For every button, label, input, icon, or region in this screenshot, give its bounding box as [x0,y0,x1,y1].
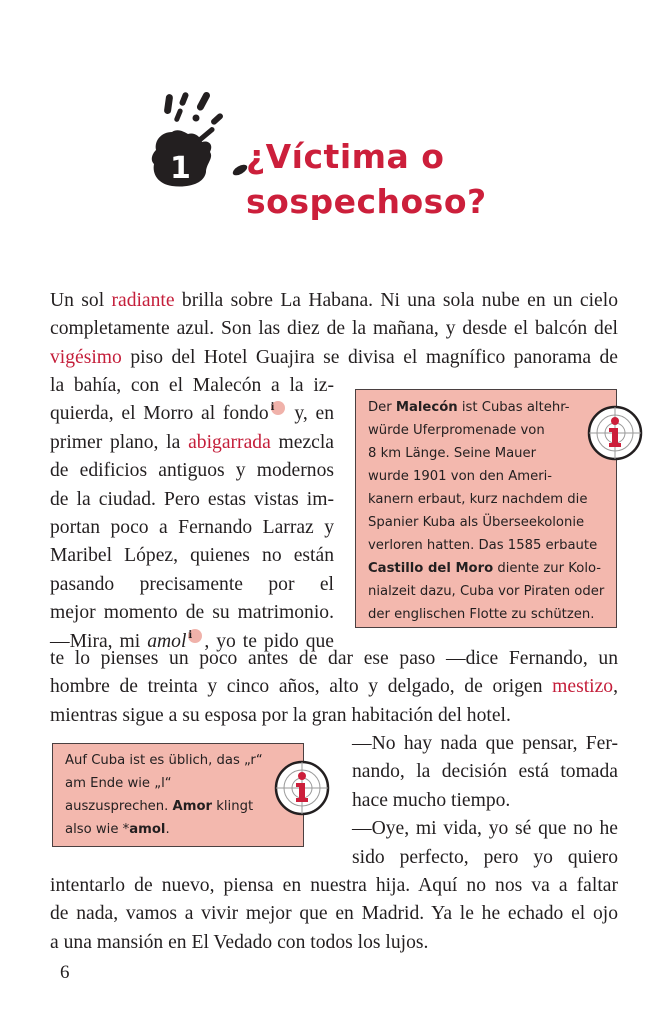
text-line: mientras sigue a su esposa por la gran habitación del hotel. [50,704,511,726]
paragraph-4 [50,872,618,957]
text-line: portan poco a Fernando Larraz y [50,517,334,539]
text-line: de la ciudad. Pero estas vistas im- [50,488,334,510]
text-line: Maribel López, quienes no están [50,545,334,567]
text-line: sido perfecto, pero yo quiero [352,846,618,868]
text-line: hombre de treinta y cinco años, alto y delgado, de origen mestizo, [50,676,618,698]
paragraph-3-column [352,730,618,872]
info-target-icon [274,760,330,816]
text-line: Un sol radiante brilla sobre La Habana. Ni una sola nube en un cielo [50,290,618,311]
text-line: quierda, el Morro al fondo i y, en [50,402,334,425]
text-line: mejor momento de su matrimonio. [50,602,334,624]
info-marker-amol[interactable]: i [188,629,202,643]
chapter-number: 1 [170,151,191,186]
chapter-title [246,134,487,224]
text-line: primer plano, la abigarrada mezcla [50,431,334,453]
text-line: nando, la decisión está tomada [352,761,618,783]
text-line: intentarlo de nuevo, piensa en nuestra hija. Aquí no nos va a faltar [50,875,618,896]
paragraph-2 [50,645,618,730]
text-line: hace mucho tiempo. [352,789,511,811]
text-line: completamente azul. Son las diez de la mañana, y desde el balcón del [50,318,618,340]
text-line: —No hay nada que pensar, Fer- [352,733,618,754]
paragraph-1-top [50,287,618,372]
chapter-header [148,88,508,228]
vocab-abigarrada[interactable]: abigarrada [188,431,271,453]
text-line: la bahía, con el Malecón a la iz- [50,375,334,396]
chapter-title-line1: ¿Víctima o [246,137,445,176]
vocab-radiante[interactable]: radiante [111,290,175,311]
text-line: pasando precisamente por el [50,573,334,595]
chapter-title-line2: sospechoso? [246,182,487,221]
text-line: de edificios antiguos y modernos [50,460,334,482]
text-line: de nada, vamos a vivir mejor que en Madrid. Ya le he echado el ojo [50,903,618,925]
vocab-mestizo[interactable]: mestizo [552,676,614,698]
text-line: —Mira, mi amol i , yo te pido que [50,629,335,652]
text-line: vigésimo piso del Hotel Guajira se divisa el magnífico panorama de [50,346,618,368]
text-line: a una mansión en El Vedado con todos los lujos. [50,931,429,953]
info-box-amor: Auf Cuba ist es üblich, das „r“ am Ende wie „l“ auszusprechen. Amor klingt also wie *amol. [52,743,304,847]
paragraph-1-column [50,372,334,656]
info-box-malecon: Der Malecón ist Cubas altehr- würde Uferpromenade von 8 km Länge. Seine Mauer wurde 1901 von den Ameri- kanern erbaut, kurz nachdem die Spanier Kuba als Überseekolonie verloren hatten. Das 1585 erbaute Castillo del Moro diente zur Kolo- nialzeit dazu, Cuba vor Piraten oder der englischen Flotte zu schützen. [355,389,617,628]
text-line: —Oye, mi vida, yo sé que no he [352,818,618,840]
page-number: 6 [60,962,70,983]
info-marker-morro[interactable]: i [271,401,285,415]
handprint-icon [148,88,248,188]
text-line: te lo pienses un poco antes de dar ese paso —dice Fernando, un [50,648,618,669]
vocab-vigesimo[interactable]: vigésimo [50,346,122,368]
info-target-icon [587,405,643,461]
